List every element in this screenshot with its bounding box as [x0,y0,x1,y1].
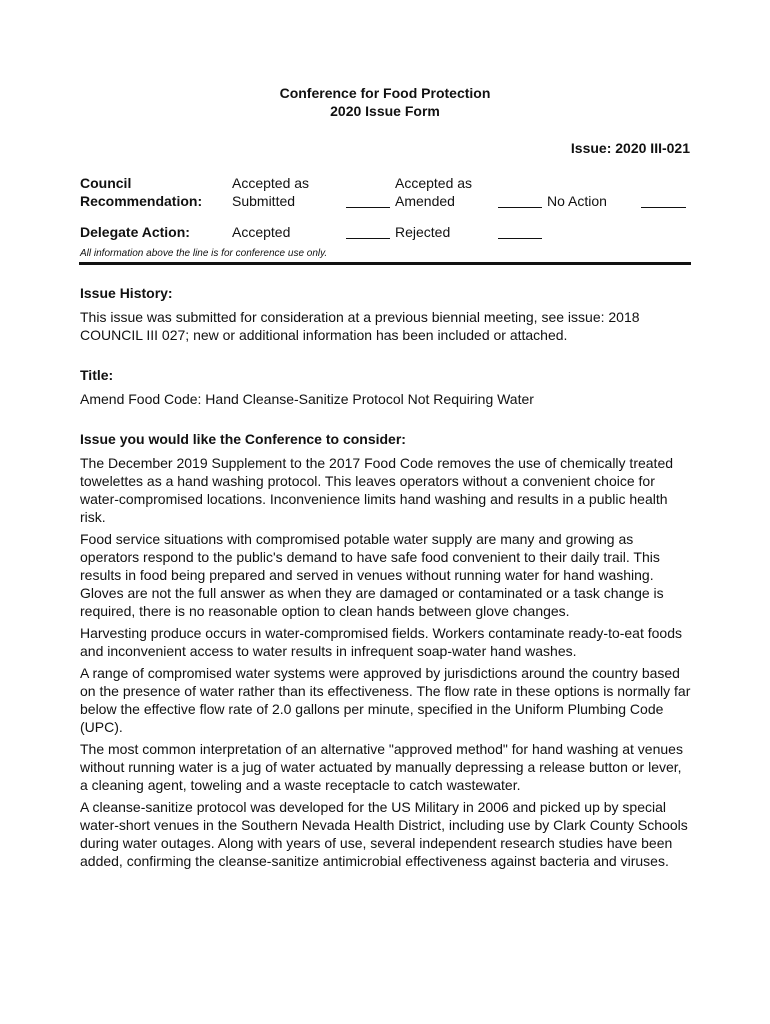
issue-number: Issue: 2020 III-021 [570,140,690,156]
blank-delegate-accepted [346,238,390,239]
issue-history-section [80,284,692,344]
issue-consider-heading: Issue you would like the Conference to consider: [80,431,406,447]
title-heading: Title: [80,367,114,383]
title-line-1: Conference for Food Protection [279,85,491,101]
issue-consider-section [80,430,692,870]
delegate-action-label: Delegate Action: [80,224,190,240]
title-line-2: 2020 Issue Form [330,103,440,119]
option-delegate-accepted: Accepted [232,224,291,240]
issue-history-text: This issue was submitted for consideration at a previous biennial meeting, see issue: 2018 COUNCIL III 027; new or additional information has been included or attached. [80,309,640,343]
option-accepted-as-amended: Accepted as Amended [395,175,473,209]
option-no-action: No Action [547,193,607,209]
blank-accepted-as-amended [498,207,542,208]
conference-use-note: All information above the line is for conference use only. [80,248,328,259]
blank-delegate-rejected [498,238,542,239]
issue-paragraph: Food service situations with compromised potable water supply are many and growing as operators respond to the public's demand to have safe food convenient to their daily trail. This results in food being prepared and served in venues without running water for hand washing. Gloves are not the full answer as when they are damaged or contaminated or a task change is required, there is no reasonable option to clean hands between glove changes. [80,531,664,619]
issue-paragraph: A cleanse-sanitize protocol was developed for the US Military in 2006 and picked up by special water-short venues in the Southern Nevada Health District, including use by Clark County Schools during water outages. Along with years of use, several independent research studies have been added, confirming the cleanse-sanitize antimicrobial effectiveness against bacteria and viruses. [80,799,688,869]
issue-paragraph: A range of compromised water systems were approved by jurisdictions around the country based on the presence of water rather than its effectiveness. The flow rate in these options is normally far below the effective flow rate of 2.0 gallons per minute, specified in the Uniform Plumbing Code (UPC). [80,665,691,735]
divider-line [79,262,691,265]
option-delegate-rejected: Rejected [395,224,451,240]
title-text: Amend Food Code: Hand Cleanse-Sanitize Protocol Not Requiring Water [80,391,534,407]
blank-no-action [641,207,686,208]
title-section [80,366,692,408]
document-title [0,84,770,120]
document-body [80,284,692,892]
issue-paragraph: The December 2019 Supplement to the 2017 Food Code removes the use of chemically treated towelettes as a hand washing protocol. This leaves operators without a convenient choice for water-compromised locations. Inconvenience limits hand washing and results in a public health risk. [80,455,674,525]
blank-accepted-as-submitted [346,207,390,208]
issue-paragraph: The most common interpretation of an alternative "approved method" for hand washing at venues without running water is a jug of water actuated by manually depressing a release button or lever, a cleaning agent, toweling and a waste receptacle to catch wastewater. [80,741,683,793]
issue-paragraph: Harvesting produce occurs in water-compromised fields. Workers contaminate ready-to-eat foods and inconvenient access to water results in infrequent soap-water hand washes. [80,625,682,659]
council-label: Council Recommendation: [80,175,203,209]
option-accepted-as-submitted: Accepted as Submitted [232,175,310,209]
issue-history-heading: Issue History: [80,285,173,301]
